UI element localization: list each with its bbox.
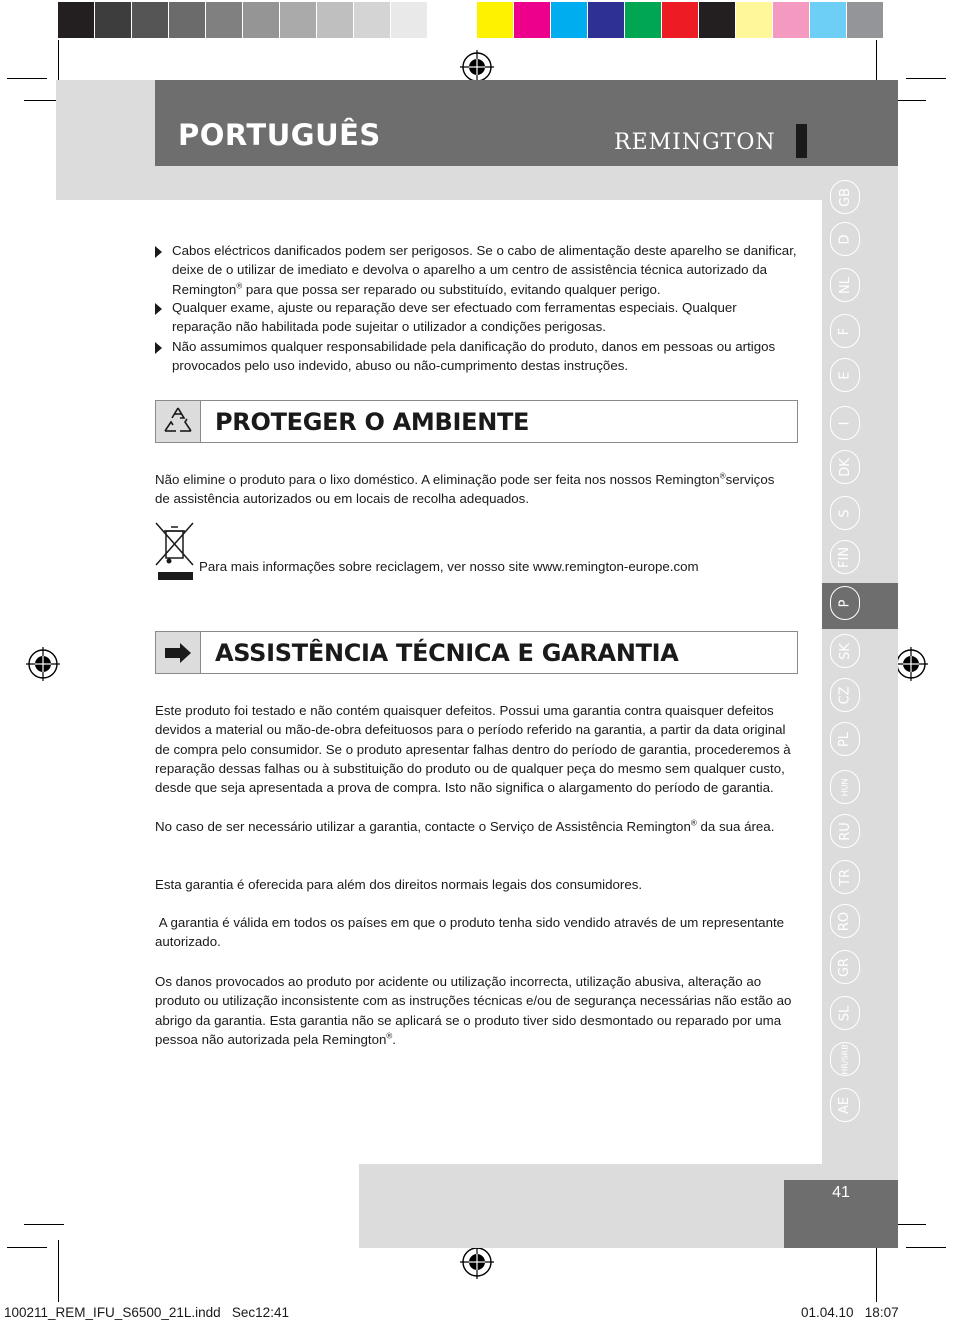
language-tab-ro[interactable] bbox=[830, 904, 860, 938]
language-tab-i[interactable] bbox=[830, 406, 860, 440]
language-tab-label: HR/SRB bbox=[840, 1043, 850, 1075]
file-info: 100211_REM_IFU_S6500_21L.indd Sec12:41 bbox=[4, 1305, 289, 1320]
language-tab-d[interactable] bbox=[830, 222, 860, 256]
language-tab-label: NL bbox=[837, 276, 853, 294]
color-swatch bbox=[773, 2, 809, 38]
language-tab-label: FIN bbox=[837, 546, 853, 568]
section-title: PROTEGER O AMBIENTE bbox=[215, 408, 530, 436]
color-swatch bbox=[514, 2, 550, 38]
crop-mark bbox=[58, 1240, 59, 1302]
color-swatch bbox=[847, 2, 883, 38]
language-tab-tr[interactable] bbox=[830, 860, 860, 894]
language-tab-label: HUN bbox=[840, 778, 850, 796]
environment-text: Não elimine o produto para o lixo doméstico. A eliminação pode ser feita nos nossos Remington®serviços de assistência autorizados ou em locais de recolha adequados. bbox=[155, 471, 775, 507]
color-swatch bbox=[354, 2, 390, 38]
language-tab-label: GR bbox=[837, 957, 853, 977]
language-tab-label: GB bbox=[837, 187, 853, 207]
color-swatch-strip bbox=[58, 2, 884, 38]
crop-mark bbox=[7, 1247, 47, 1248]
language-tab-label: CZ bbox=[837, 686, 853, 704]
warranty-paragraph: No caso de ser necessário utilizar a garantia, contacte o Serviço de Assistência Remington® da sua área. bbox=[155, 818, 775, 834]
language-tab-label: F bbox=[837, 327, 853, 335]
language-tab-label: P bbox=[837, 599, 853, 607]
swatch-gap bbox=[465, 2, 477, 38]
page-title: PORTUGUÊS bbox=[178, 118, 381, 152]
color-swatch bbox=[428, 2, 464, 38]
language-tab-label: RO bbox=[837, 911, 853, 931]
bullet-text: Cabos eléctricos danificados podem ser perigosos. Se o cabo de alimentação deste aparelho se danificar, deixe de o utilizar de imediato e devolva o aparelho a um centro de assistência técnica autorizado da Remington® para que possa ser reparado ou substituído, evitando qualquer perigo. bbox=[172, 243, 797, 297]
color-swatch bbox=[588, 2, 624, 38]
language-tab-s[interactable] bbox=[830, 496, 860, 530]
page-number: 41 bbox=[832, 1184, 850, 1201]
language-tab-e[interactable] bbox=[830, 358, 860, 392]
language-tab-label: TR bbox=[837, 868, 853, 886]
color-swatch bbox=[243, 2, 279, 38]
color-swatch bbox=[477, 2, 513, 38]
crop-mark bbox=[876, 1240, 877, 1302]
section-header-environment bbox=[155, 400, 798, 443]
print-date: 01.04.10 18:07 bbox=[801, 1305, 899, 1320]
crossed-bin-icon bbox=[155, 521, 195, 581]
color-swatch bbox=[391, 2, 427, 38]
color-swatch bbox=[662, 2, 698, 38]
language-tab-cz[interactable] bbox=[830, 678, 860, 712]
color-swatch bbox=[699, 2, 735, 38]
bullet-triangle-icon bbox=[155, 342, 162, 354]
language-tab-nl[interactable] bbox=[830, 268, 860, 302]
color-swatch bbox=[58, 2, 94, 38]
color-swatch bbox=[317, 2, 353, 38]
registration-mark-icon bbox=[26, 647, 60, 681]
language-tab-f[interactable] bbox=[830, 314, 860, 348]
crop-mark bbox=[7, 78, 47, 79]
language-tab-fin[interactable] bbox=[830, 540, 860, 574]
language-tab-sk[interactable] bbox=[830, 634, 860, 668]
recycling-info: Para mais informações sobre reciclagem, ver nosso site www.remington-europe.com bbox=[199, 559, 699, 574]
warranty-paragraph: A garantia é válida em todos os países em que o produto tenha sido vendido através de um representante autorizado. bbox=[155, 915, 788, 950]
language-tab-label: RU bbox=[837, 821, 853, 841]
color-swatch bbox=[169, 2, 205, 38]
language-tab-label: DK bbox=[837, 457, 853, 477]
brand-logo bbox=[614, 130, 776, 155]
color-swatch bbox=[736, 2, 772, 38]
language-tab-gr[interactable] bbox=[830, 950, 860, 984]
color-swatch bbox=[280, 2, 316, 38]
bullet-text: Não assumimos qualquer responsabilidade pela danificação do produto, danos em pessoas ou artigos provocados pelo uso indevido, abuso ou não-cumprimento destas instruções. bbox=[172, 339, 776, 374]
color-swatch bbox=[95, 2, 131, 38]
bullet-triangle-icon bbox=[155, 246, 162, 258]
registration-mark-icon bbox=[894, 647, 928, 681]
color-swatch bbox=[551, 2, 587, 38]
brand-bar bbox=[796, 124, 807, 158]
language-tab-pl[interactable] bbox=[830, 722, 860, 756]
language-tab-label: PL bbox=[837, 731, 853, 747]
language-tab-label: D bbox=[837, 233, 853, 245]
language-tab-gb[interactable] bbox=[830, 180, 860, 214]
color-swatch bbox=[810, 2, 846, 38]
language-tab-label: S bbox=[837, 508, 853, 518]
recycle-icon bbox=[156, 401, 201, 442]
language-tab-dk[interactable] bbox=[830, 450, 860, 484]
color-swatch bbox=[625, 2, 661, 38]
registration-mark-icon bbox=[460, 50, 494, 84]
brand-name: REMINGTON bbox=[614, 130, 776, 155]
language-tab-ae[interactable] bbox=[830, 1088, 860, 1122]
language-tab-label: I bbox=[837, 421, 853, 425]
crop-mark bbox=[906, 78, 946, 79]
warranty-paragraph: Os danos provocados ao produto por acidente ou utilização incorrecta, utilização abusiva, alteração ao produto ou utilização inconsistente com as instruções técnicas e/ou de segurança necessárias não estão ao abrigo da garantia. Esta garantia não se aplicará se o produto tiver sido desmontado ou reparado por uma pessoa não autorizada pela Remington®. bbox=[155, 974, 792, 1047]
bullet-triangle-icon bbox=[155, 303, 162, 315]
color-swatch bbox=[132, 2, 168, 38]
language-tab-hr-srb[interactable] bbox=[830, 1042, 860, 1076]
language-tab-label: AE bbox=[837, 1096, 853, 1114]
crop-mark bbox=[24, 1224, 64, 1225]
warranty-paragraph: Esta garantia é oferecida para além dos direitos normais legais dos consumidores. bbox=[155, 877, 643, 892]
registration-mark-icon bbox=[460, 1245, 494, 1279]
crop-mark bbox=[906, 1247, 946, 1248]
language-tab-p[interactable] bbox=[830, 586, 860, 620]
section-title: ASSISTÊNCIA TÉCNICA E GARANTIA bbox=[215, 639, 679, 667]
language-tab-ru[interactable] bbox=[830, 814, 860, 848]
warranty-paragraph: Este produto foi testado e não contém quaisquer defeitos. Possui uma garantia contra quaisquer defeitos devidos a material ou mão-de-obra defeituosos para o período referido na garantia, a partir da data original de compra pelo consumidor. Se o produto apresentar falhas dentro do período de garantia, procederemos à reparação dessas falhas ou à substituição do produto ou de qualquer peça do mesmo sem qualquer custo, desde que seja apresentada a prova de compra. Isto não significa o alargamento do período de garantia. bbox=[155, 703, 791, 796]
color-swatch bbox=[206, 2, 242, 38]
arrow-right-icon bbox=[156, 632, 201, 673]
list-item bbox=[155, 241, 800, 299]
language-tab-label: E bbox=[837, 370, 853, 380]
language-tab-label: SL bbox=[837, 1005, 853, 1021]
language-tab-sl[interactable] bbox=[830, 996, 860, 1030]
language-tab-hun[interactable] bbox=[830, 770, 860, 804]
language-tab-label: SK bbox=[837, 642, 853, 660]
section-header-service bbox=[155, 631, 798, 674]
bullet-text: Qualquer exame, ajuste ou reparação deve ser efectuado com ferramentas especiais. Qualquer reparação não habilitada pode sujeitar o utilizador a condições perigosas. bbox=[172, 300, 737, 335]
list-item bbox=[155, 337, 800, 376]
list-item bbox=[155, 298, 800, 337]
